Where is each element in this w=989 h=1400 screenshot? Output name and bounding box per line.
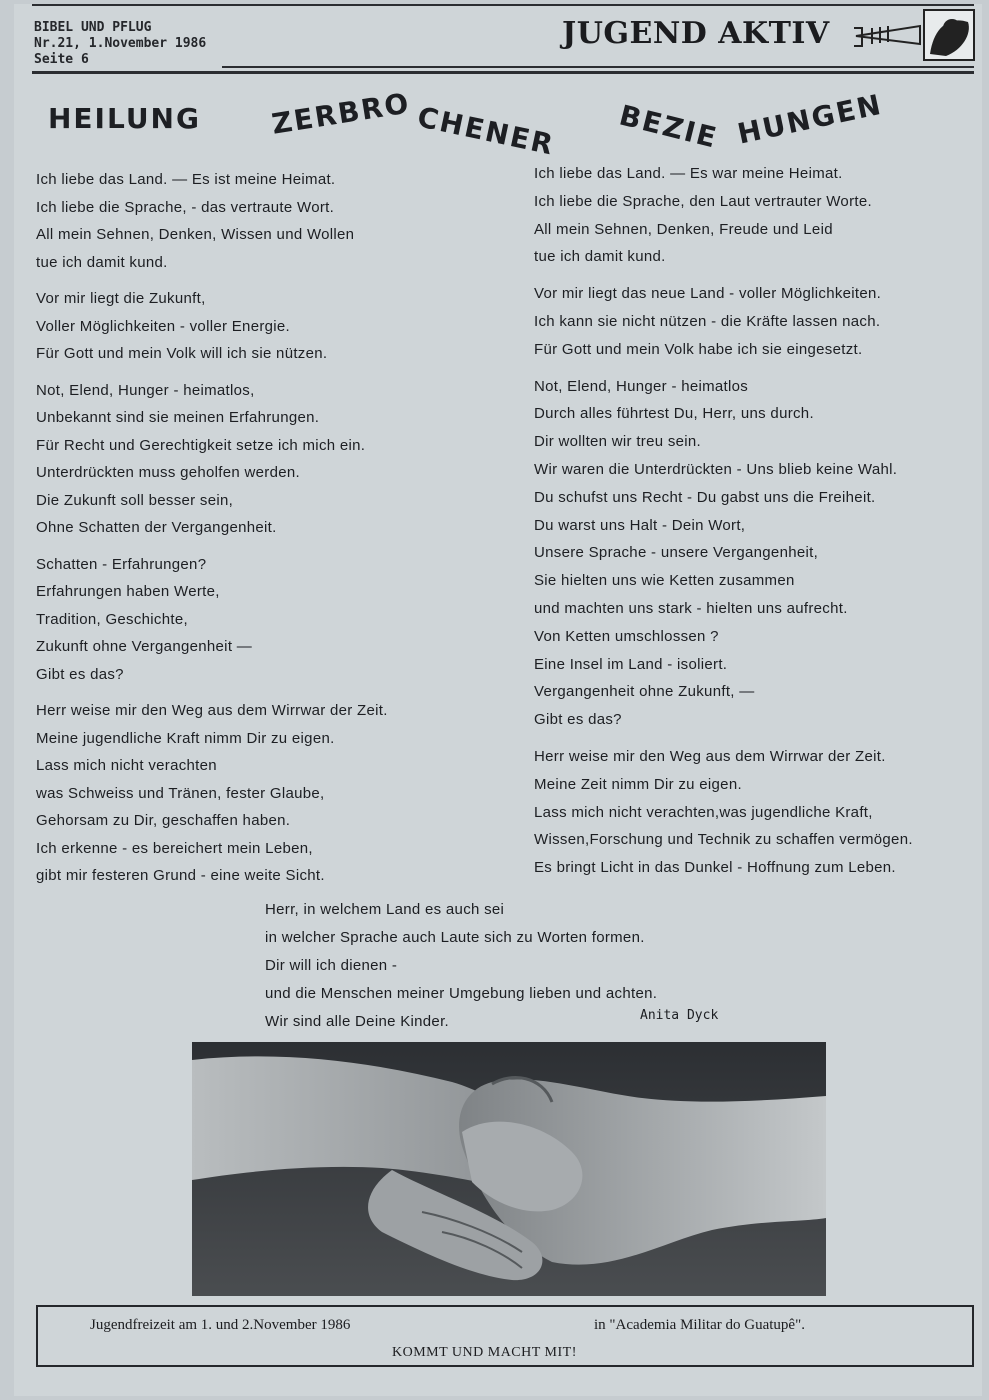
poem-line: All mein Sehnen, Denken, Wissen und Wollen bbox=[36, 226, 355, 243]
poem-line: Ich liebe die Sprache, den Laut vertrauter Worte. bbox=[534, 192, 872, 210]
closing-line: Wir sind alle Deine Kinder. bbox=[265, 1013, 450, 1030]
poem-line: Meine jugendliche Kraft nimm Dir zu eigen. bbox=[36, 729, 335, 747]
poem-line: was Schweiss und Tränen, fester Glaube, bbox=[36, 784, 325, 802]
headline-chener: CHENER bbox=[414, 100, 558, 162]
closing-line: in welcher Sprache auch Laute sich zu Worten formen. bbox=[265, 929, 645, 946]
stanza bbox=[36, 377, 496, 542]
poem-line: Für Recht und Gerechtigkeit setze ich mich ein. bbox=[36, 436, 366, 454]
poem-line: tue ich damit kund. bbox=[534, 248, 666, 266]
closing-line: Herr, in welchem Land es auch sei bbox=[265, 901, 505, 918]
call-to-action: KOMMT UND MACHT MIT! bbox=[392, 1345, 577, 1360]
poem-line: Vor mir liegt die Zukunft, bbox=[36, 290, 206, 307]
poem-line: Herr weise mir den Weg aus dem Wirrwar der Zeit. bbox=[534, 747, 886, 765]
page-number: Seite 6 bbox=[34, 52, 89, 67]
stanza bbox=[534, 743, 979, 882]
headline-heilung: HEILUNG bbox=[48, 102, 201, 135]
poem-line: Wissen,Forschung und Technik zu schaffen vermögen. bbox=[534, 831, 913, 849]
poem-line: Eine Insel im Land - isoliert. bbox=[534, 655, 728, 673]
header-rule-thick bbox=[32, 71, 974, 74]
poem-line: Schatten - Erfahrungen? bbox=[36, 555, 207, 573]
header-top-rule bbox=[32, 4, 974, 6]
stanza bbox=[534, 160, 979, 271]
poem-line: Gibt es das? bbox=[36, 665, 124, 683]
poem-line: Unbekannt sind sie meinen Erfahrungen. bbox=[36, 409, 320, 426]
poem-line: Ich liebe das Land. — Es war meine Heimat. bbox=[534, 165, 843, 182]
poem-line: Unsere Sprache - unsere Vergangenheit, bbox=[534, 544, 819, 562]
poem-line: Vor mir liegt das neue Land - voller Möglichkeiten. bbox=[534, 285, 882, 303]
poem-line: Die Zukunft soll besser sein, bbox=[36, 491, 234, 509]
poem-line: Für Gott und mein Volk habe ich sie eingesetzt. bbox=[534, 340, 863, 358]
stanza bbox=[36, 697, 496, 890]
poem-line: Dir wollten wir treu sein. bbox=[534, 433, 702, 451]
handshake-photo bbox=[192, 1042, 826, 1296]
poem-line: Not, Elend, Hunger - heimatlos bbox=[534, 377, 749, 395]
poem-line: Herr weise mir den Weg aus dem Wirrwar der Zeit. bbox=[36, 702, 388, 719]
headline-bezie: BEZIE bbox=[616, 98, 722, 155]
poem-line: Von Ketten umschlossen ? bbox=[534, 627, 719, 645]
poem-line: Für Gott und mein Volk will ich sie nützen. bbox=[36, 345, 328, 362]
poem-line: gibt mir festeren Grund - eine weite Sicht. bbox=[36, 867, 325, 884]
header-rule-thin bbox=[222, 66, 974, 68]
poem-line: Lass mich nicht verachten bbox=[36, 757, 217, 774]
stanza bbox=[534, 373, 979, 734]
trumpet-and-figure-icon bbox=[850, 6, 976, 64]
poem-line: Du schufst uns Recht - Du gabst uns die Freiheit. bbox=[534, 488, 876, 506]
stanza bbox=[36, 166, 496, 276]
poem-line: Ohne Schatten der Vergangenheit. bbox=[36, 519, 277, 536]
poem-line: Ich liebe die Sprache, - das vertraute Wort. bbox=[36, 198, 335, 216]
poem-line: Lass mich nicht verachten,was jugendliche Kraft, bbox=[534, 803, 873, 821]
poem-line: Erfahrungen haben Werte, bbox=[36, 583, 220, 600]
poem-line: Ich kann sie nicht nützen - die Kräfte lassen nach. bbox=[534, 312, 881, 330]
headline-hungen: HUNGEN bbox=[734, 87, 886, 151]
stanza bbox=[534, 280, 979, 363]
poem-line: Wir waren die Unterdrückten - Uns blieb keine Wahl. bbox=[534, 460, 898, 478]
poem-line: Voller Möglichkeiten - voller Energie. bbox=[36, 317, 291, 335]
poem-line: Du warst uns Halt - Dein Wort, bbox=[534, 516, 746, 534]
poem-line: Sie hielten uns wie Ketten zusammen bbox=[534, 572, 795, 590]
poem-line: Unterdrückten muss geholfen werden. bbox=[36, 464, 300, 481]
headline-zerbro: ZERBRO bbox=[269, 86, 413, 141]
poem-line: All mein Sehnen, Denken, Freude und Leid bbox=[534, 220, 833, 238]
stanza bbox=[36, 551, 496, 689]
poem-right bbox=[534, 160, 979, 891]
issue-info bbox=[34, 20, 206, 68]
poem-line: Not, Elend, Hunger - heimatlos, bbox=[36, 381, 255, 399]
poem-line: Meine Zeit nimm Dir zu eigen. bbox=[534, 775, 742, 793]
publication-name: BIBEL UND PFLUG bbox=[34, 20, 152, 35]
issue-number: Nr.21, 1.November 1986 bbox=[34, 36, 207, 51]
poem-line: Gibt es das? bbox=[534, 711, 622, 729]
poem-line: Vergangenheit ohne Zukunft, — bbox=[534, 683, 755, 701]
poem-line: und machten uns stark - hielten uns aufrecht. bbox=[534, 599, 848, 617]
poem-line: tue ich damit kund. bbox=[36, 253, 168, 271]
poem-left bbox=[36, 166, 496, 899]
poem-line: Ich liebe das Land. — Es ist meine Heimat. bbox=[36, 171, 336, 188]
event-announcement bbox=[36, 1305, 974, 1367]
stanza bbox=[36, 285, 496, 368]
author-name: Anita Dyck bbox=[640, 1008, 719, 1023]
poem-line: Ich erkenne - es bereichert mein Leben, bbox=[36, 839, 313, 857]
poem-line: Gehorsam zu Dir, geschaffen haben. bbox=[36, 812, 291, 829]
poem-line: Es bringt Licht in das Dunkel - Hoffnung zum Leben. bbox=[534, 859, 896, 877]
section-title: JUGEND AKTIV bbox=[562, 16, 830, 51]
closing-line: und die Menschen meiner Umgebung lieben und achten. bbox=[265, 985, 658, 1002]
poem-line: Zukunft ohne Vergangenheit — bbox=[36, 638, 253, 655]
closing-stanza bbox=[265, 896, 657, 1036]
event-date-text: Jugendfreizeit am 1. und 2.November 1986 bbox=[90, 1317, 351, 1333]
poem-line: Durch alles führtest Du, Herr, uns durch. bbox=[534, 405, 814, 423]
closing-line: Dir will ich dienen - bbox=[265, 957, 398, 974]
poem-line: Tradition, Geschichte, bbox=[36, 610, 188, 628]
event-place-text: in "Academia Militar do Guatupê". bbox=[594, 1317, 805, 1333]
